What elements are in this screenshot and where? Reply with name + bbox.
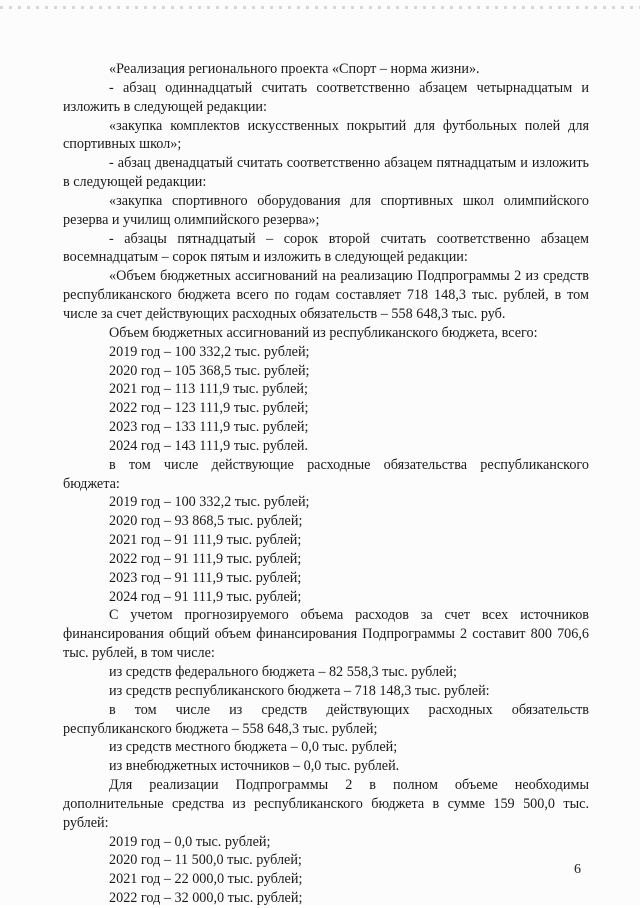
- budget-total-line: 2021 год – 113 111,9 тыс. рублей;: [109, 381, 308, 398]
- budget-obligation-line: 2020 год – 93 868,5 тыс. рублей;: [109, 513, 303, 530]
- paragraph: - абзацы пятнадцатый – сорок второй считать соответственно абзацем восемнадцатым – сорок пятым и изложить в следующей редакции:: [63, 230, 589, 266]
- obligations-intro: в том числе действующие расходные обязательства республиканского бюджета:: [63, 456, 589, 492]
- additional-year-line: 2020 год – 11 500,0 тыс. рублей;: [109, 852, 302, 869]
- budget-total-line: 2023 год – 133 111,9 тыс. рублей;: [109, 419, 309, 436]
- budget-obligation-line: 2019 год – 100 332,2 тыс. рублей;: [109, 494, 310, 511]
- additional-year-line: 2022 год – 32 000,0 тыс. рублей;: [109, 890, 303, 907]
- document-body: [63, 60, 589, 908]
- forecast-paragraph: С учетом прогнозируемого объема расходов за счет всех источников финансирования общий объем финансирования Подпрограммы 2 составит 800 706,6 тыс. рублей, в том числе:: [63, 607, 589, 662]
- budget-total-line: 2022 год – 123 111,9 тыс. рублей;: [109, 400, 309, 417]
- source-line: из средств республиканского бюджета – 718 148,3 тыс. рублей:: [109, 682, 490, 699]
- budget-obligation-line: 2023 год – 91 111,9 тыс. рублей;: [109, 569, 302, 586]
- additional-year-line: 2021 год – 22 000,0 тыс. рублей;: [109, 871, 303, 888]
- paragraph: - абзац одиннадцатый считать соответственно абзацем четырнадцатым и изложить в следующей редакции:: [63, 79, 589, 115]
- budget-obligation-line: 2021 год – 91 111,9 тыс. рублей;: [109, 532, 302, 549]
- source-line: из внебюджетных источников – 0,0 тыс. рублей.: [109, 758, 400, 775]
- budget-total-line: 2019 год – 100 332,2 тыс. рублей;: [109, 343, 310, 360]
- paragraph: «закупка комплектов искусственных покрытий для футбольных полей для спортивных школ»;: [63, 117, 589, 153]
- budget-obligation-line: 2022 год – 91 111,9 тыс. рублей;: [109, 550, 302, 567]
- budget-obligation-line: 2024 год – 91 111,9 тыс. рублей;: [109, 588, 302, 605]
- source-line: в том числе из средств действующих расходных обязательств республиканского бюджета – 558 648,3 тыс. рублей;: [63, 701, 589, 737]
- source-line: из средств местного бюджета – 0,0 тыс. рублей;: [109, 739, 398, 756]
- paragraph: Объем бюджетных ассигнований из республиканского бюджета, всего:: [109, 324, 538, 341]
- budget-total-line: 2020 год – 105 368,5 тыс. рублей;: [109, 362, 310, 379]
- paragraph: «Объем бюджетных ассигнований на реализацию Подпрограммы 2 из средств республиканского бюджета всего по годам составляет 718 148,3 тыс. рублей, в том числе за счет действующих расходных обязательств – 558 648,3 тыс. руб.: [63, 268, 589, 322]
- additional-year-line: 2019 год – 0,0 тыс. рублей;: [109, 833, 271, 850]
- paragraph: «Реализация регионального проекта «Спорт – норма жизни».: [109, 61, 480, 77]
- paragraph: - абзац двенадцатый считать соответственно абзацем пятнадцатым и изложить в следующей редакции:: [63, 155, 589, 191]
- scan-artifact-line: [0, 6, 640, 9]
- additional-funds-paragraph: Для реализации Подпрограммы 2 в полном объеме необходимы дополнительные средства из республиканского бюджета в сумме 159 500,0 тыс. рублей:: [63, 777, 589, 831]
- source-line: из средств федерального бюджета – 82 558,3 тыс. рублей;: [109, 664, 457, 680]
- paragraph: «закупка спортивного оборудования для спортивных школ олимпийского резерва и училищ олимпийского резерва»;: [63, 192, 589, 228]
- budget-total-line: 2024 год – 143 111,9 тыс. рублей.: [109, 437, 309, 454]
- page-number: 6: [574, 862, 581, 877]
